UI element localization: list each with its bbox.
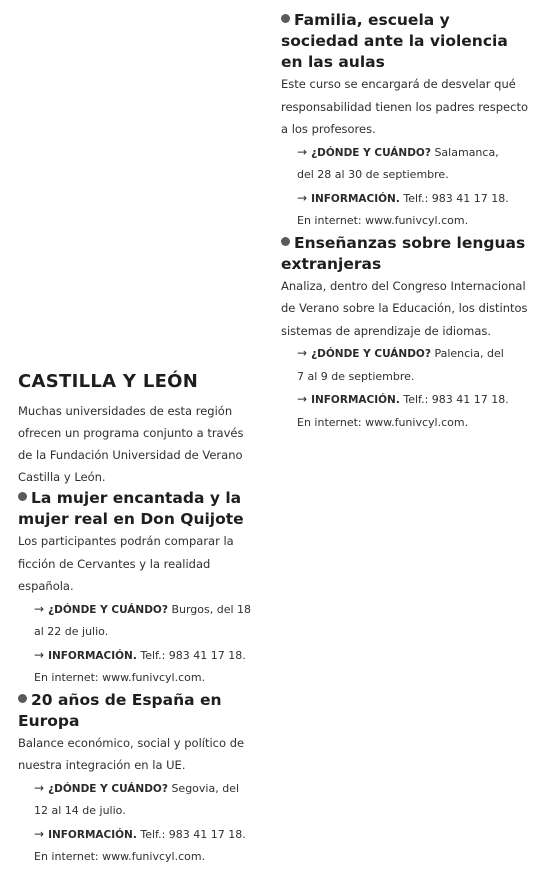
course-info (18, 777, 258, 869)
left-column (18, 370, 258, 869)
course-title: 20 años de España en Europa (18, 690, 222, 730)
bullet-icon (18, 694, 27, 703)
when-line: → ¿DÓNDE Y CUÁNDO? Segovia, del (18, 777, 258, 801)
course-title: Familia, escuela y sociedad ante la violencia en las aulas (281, 11, 508, 71)
course-description: Los participantes podrán comparar la ficción de Cervantes y la realidad española. (18, 534, 234, 593)
web-line: En internet: www.funivcyl.com. (297, 415, 469, 429)
when-line: → ¿DÓNDE Y CUÁNDO? Salamanca, (281, 141, 531, 165)
course-title: Enseñanzas sobre lenguas extranjeras (281, 233, 526, 273)
course-espana-europa (18, 690, 258, 869)
right-column (281, 10, 531, 434)
course-description: Este curso se encargará de desvelar qué responsabilidad tienen los padres respecto a los profesores. (281, 77, 528, 136)
course-info (281, 342, 531, 434)
when-continued: 12 al 14 de julio. (34, 804, 126, 817)
web-line: En internet: www.funivcyl.com. (34, 850, 206, 863)
when-line: → ¿DÓNDE Y CUÁNDO? Burgos, del 18 (18, 598, 258, 622)
when-continued: 7 al 9 de septiembre. (297, 369, 415, 383)
arrow-right-icon: → (297, 144, 308, 159)
arrow-right-icon: → (34, 647, 45, 662)
when-continued: del 28 al 30 de septiembre. (297, 168, 449, 181)
arrow-right-icon: → (34, 601, 45, 616)
bullet-icon (281, 237, 290, 246)
course-mujer-quijote (18, 488, 258, 690)
course-description: Balance económico, social y político de nuestra integración en la UE. (18, 735, 245, 772)
region-intro: Muchas universidades de esta región ofrecen un programa conjunto a través de la Fundación Universidad de Verano Castilla y León. (18, 404, 244, 484)
arrow-right-icon: → (297, 346, 308, 360)
course-info (18, 598, 258, 690)
info-line: → INFORMACIÓN. Telf.: 983 41 17 18. (18, 644, 258, 668)
arrow-right-icon: → (297, 392, 308, 406)
course-familia-escuela (281, 10, 531, 233)
course-info (281, 141, 531, 233)
info-line: → INFORMACIÓN. Telf.: 983 41 17 18. (18, 823, 258, 847)
bullet-icon (281, 14, 290, 23)
arrow-right-icon: → (34, 826, 45, 841)
when-continued: al 22 de julio. (34, 625, 109, 638)
when-line: → ¿DÓNDE Y CUÁNDO? Palencia, del (281, 342, 531, 366)
arrow-right-icon: → (297, 190, 308, 205)
course-title: La mujer encantada y la mujer real en Don Quijote (18, 489, 244, 528)
web-line: En internet: www.funivcyl.com. (297, 214, 469, 227)
arrow-right-icon: → (34, 780, 45, 795)
info-line: → INFORMACIÓN. Telf.: 983 41 17 18. (281, 388, 531, 412)
course-description: Analiza, dentro del Congreso Internacional de Verano sobre la Educación, los distintos sistemas de aprendizaje de idiomas. (281, 278, 528, 338)
bullet-icon (18, 492, 27, 501)
info-line: → INFORMACIÓN. Telf.: 983 41 17 18. (281, 187, 531, 211)
region-title: CASTILLA Y LEÓN (18, 371, 199, 392)
web-line: En internet: www.funivcyl.com. (34, 671, 206, 684)
course-lenguas-extranjeras (281, 233, 531, 435)
